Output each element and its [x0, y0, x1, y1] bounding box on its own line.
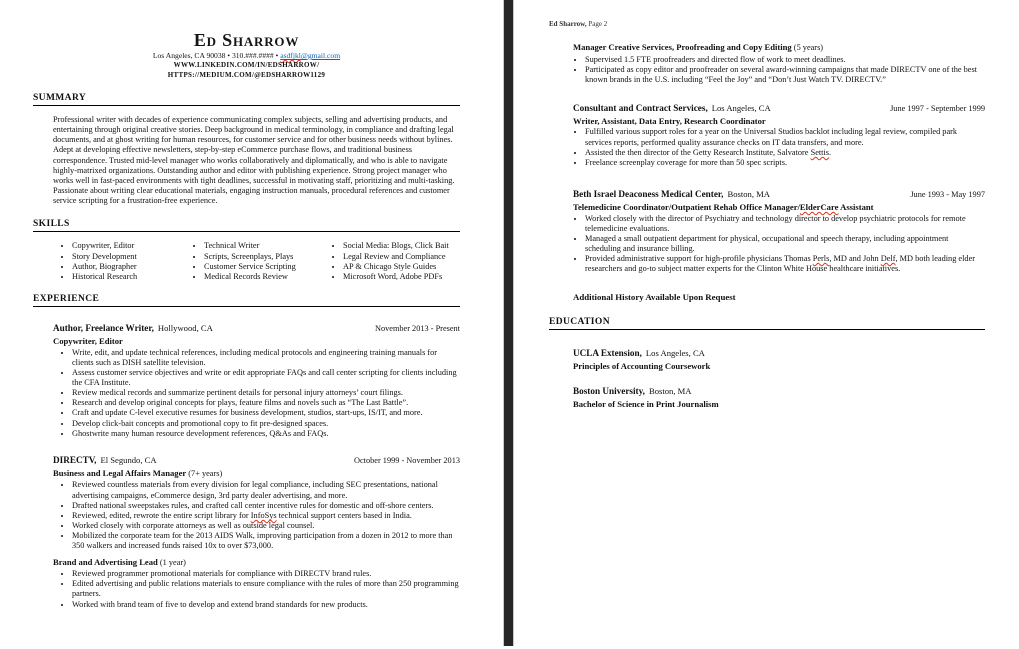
skills-column-2: [185, 241, 324, 282]
job-role-title: Manager Creative Services, Proofreading and Copy Editing (5 years): [573, 42, 824, 52]
skill-item: • Scripts, Screenplays, Plays: [204, 252, 324, 262]
page-gap-divider: [503, 0, 514, 646]
job-bullet: • Fulfilled various support roles for a year on the Universal Studios backlot including legal review, compiled park services reports, performed quality assurance checks on IT data transfers, and more.: [585, 127, 985, 147]
job-header-row: [573, 98, 985, 116]
job-dates: October 1999 - November 2013: [354, 455, 460, 465]
job-bullet-list: [573, 214, 985, 275]
section-heading-skills: SKILLS: [33, 219, 460, 232]
job-bullet: • Craft and update C-level executive resumes for business development, studios, start-ups, IS/IT, and more.: [72, 408, 460, 418]
job-bullet: • Edited advertising and public relations materials to ensure compliance with the rules of more than 250 programming partners.: [72, 579, 460, 599]
skills-column-1: [53, 241, 185, 282]
company-name: DIRECTV,: [53, 454, 97, 465]
job-bullet: • Ghostwrite many human resource development references, Q&As and FAQs.: [72, 429, 460, 439]
job-dates: November 2013 - Present: [374, 324, 460, 334]
job-company-line: [573, 98, 771, 116]
job-role-title: Business and Legal Affairs Manager (7+ years): [53, 467, 223, 478]
school-name: Boston University,: [573, 386, 645, 397]
job-bullet: • Mobilized the corporate team for the 2013 AIDS Walk, improving participation from a dozen in 2012 to more than 350 walkers and increased funds raised 10x to over $73,000.: [72, 531, 460, 551]
section-heading-summary: SUMMARY: [33, 93, 460, 106]
education-entry-boston-university: [573, 381, 985, 410]
role-duration: (1 year): [157, 557, 186, 567]
job-bullet: • Managed a small outpatient department for physical, occupational and speech therapy, including appointment scheduling and insurance billing.: [585, 234, 985, 254]
school-location: Boston, MA: [648, 386, 692, 397]
skill-item: • Historical Research: [72, 272, 185, 282]
company-location: Los Angeles, CA: [711, 102, 771, 113]
resume-page-1: [0, 0, 503, 649]
skill-item: • Author, Biographer: [72, 262, 185, 272]
summary-paragraph: Professional writer with decades of experience communicating complex subjects, selling and advertising products, and entertaining through original creative stories. Deep background in medical terminology, in compliance and drafting legal documents, and at ghost writing for human resources, for customer service and for other business needs without bylines. Adept at developing effective newsletters, step-by-step eCommerce purchase flows, and traditional business correspondence. Trusted mid-level manager who works collaboratively and diplomatically, and who is able to navigate highly-matrixed organizations. Outstanding author and editor with publishing experience. Strong project manager who works well in fast-paced environments with tight deadlines, successful in motivating staff, prioritizing and multi-tasking. Passionate about writing clear educational materials, engaging instruction manuals, procedural references and customer service scripting for a frustration-free experience.: [53, 115, 455, 206]
page-label-name: Ed Sharrow,: [549, 20, 587, 28]
medium-link[interactable]: HTTPS://MEDIUM.COM/@EDSHARROW1129: [167, 70, 326, 79]
company-name: Author, Freelance Writer,: [53, 323, 154, 334]
school-location: Los Angeles, CA: [645, 347, 705, 358]
school-line: [573, 381, 985, 399]
job-role-title: Writer, Assistant, Data Entry, Research Coordinator: [573, 115, 766, 126]
degree-name: Principles of Accounting Coursework: [573, 360, 711, 371]
section-heading-education: EDUCATION: [549, 317, 985, 330]
job-company-line: [573, 184, 770, 202]
job-dates: June 1997 - September 1999: [890, 103, 985, 113]
skill-item: • Copywriter, Editor: [72, 241, 185, 251]
skill-item: • Medical Records Review: [204, 272, 324, 282]
contact-separator: •: [227, 51, 231, 60]
job-bullet: • Worked closely with corporate attorneys as well as outside legal counsel.: [72, 521, 460, 531]
company-name: Beth Israel Deaconess Medical Center,: [573, 189, 724, 200]
job-bullet-list: [573, 127, 985, 168]
candidate-name: Ed Sharrow: [193, 30, 300, 50]
company-location: Hollywood, CA: [157, 323, 213, 334]
skill-item: • Customer Service Scripting: [204, 262, 324, 272]
education-entry-ucla: [573, 343, 985, 372]
job-header-row: [53, 318, 460, 336]
experience-entry-freelance: [53, 318, 460, 439]
skill-item: • Microsoft Word, Adobe PDFs: [343, 272, 460, 282]
skills-grid: [53, 241, 460, 282]
section-heading-experience: EXPERIENCE: [33, 294, 460, 307]
skill-item: • AP & Chicago Style Guides: [343, 262, 460, 272]
resume-header: [33, 30, 460, 80]
job-header-row: [53, 450, 460, 468]
resume-page-2: [516, 0, 1019, 649]
job-bullet-list: [573, 55, 985, 85]
skill-item: • Story Development: [72, 252, 185, 262]
experience-entry-creative-services: [573, 42, 985, 85]
job-bullet: • Worked closely with the director of Psychiatry and technology director to develop psychiatric protocols for remote telemedicine evaluations.: [585, 214, 985, 234]
job-bullet: • Write, edit, and update technical references, including medical protocols and engineering training manuals for clients such as DISH satellite television.: [72, 348, 460, 368]
job-bullet: • Develop click-bait concepts and promotional copy to fit pre-designed spaces.: [72, 419, 460, 429]
job-company-line: [53, 318, 213, 336]
job-bullet-list: [53, 348, 460, 439]
contact-line: [33, 51, 460, 61]
job-bullet: • Research and develop original concepts for plays, feature films and novels such as “The Last Battle”.: [72, 398, 460, 408]
page-label-number: Page 2: [588, 20, 608, 28]
contact-phone: 310.###.####: [231, 51, 274, 60]
job-bullet: • Provided administrative support for high-profile physicians Thomas Perls, MD and John Delf, MD both leading elder researchers and go-to subject matter experts for the Clinton White House healthcare initiatives.: [585, 254, 985, 274]
skill-item: • Social Media: Blogs, Click Bait: [343, 241, 460, 251]
company-name: Consultant and Contract Services,: [573, 102, 708, 113]
email-link[interactable]: asdfjkl@gmail.com: [280, 51, 341, 60]
job-bullet: • Freelance screenplay coverage for more than 50 spec scripts.: [585, 158, 985, 168]
role-duration: (7+ years): [186, 468, 223, 478]
experience-entry-consultant: [573, 98, 985, 168]
degree-name: Bachelor of Science in Print Journalism: [573, 399, 719, 410]
job-bullet: • Reviewed countless materials from every division for legal compliance, including SEC presentations, national advertising campaigns, eCommerce design, 3rd party dealer advertising, and more.: [72, 480, 460, 500]
contact-separator: •: [275, 51, 279, 60]
job-company-line: [53, 450, 157, 468]
additional-history-note: Additional History Available Upon Request: [573, 291, 736, 302]
skills-column-3: [324, 241, 460, 282]
job-bullet: • Assisted the then director of the Getty Research Institute, Salvatore Settis.: [585, 148, 985, 158]
experience-entry-directv: [53, 450, 460, 610]
job-bullet: • Worked with brand team of five to develop and extend brand standards for new products.: [72, 600, 460, 610]
job-bullet: • Drafted national sweepstakes rules, and crafted call center incentive rules for domestic and off-shore centers.: [72, 501, 460, 511]
job-dates: June 1993 - May 1997: [910, 190, 985, 200]
school-name: UCLA Extension,: [573, 347, 642, 358]
job-role-title: Copywriter, Editor: [53, 336, 123, 347]
skill-item: • Technical Writer: [204, 241, 324, 251]
job-role-title: Telemedicine Coordinator/Outpatient Rehab Office Manager/ElderCare Assistant: [573, 202, 874, 213]
job-bullet: • Supervised 1.5 FTE proofreaders and directed flow of work to meet deadlines.: [585, 55, 985, 65]
job-role-title: Brand and Advertising Lead (1 year): [53, 556, 186, 567]
job-bullet-list: [53, 569, 460, 610]
page-2-label: [549, 20, 985, 29]
company-location: Boston, MA: [727, 189, 770, 200]
job-bullet: • Assess customer service objectives and write or edit appropriate FAQs and call center scripting for clients including the CFA Institute.: [72, 368, 460, 388]
skill-item: • Legal Review and Compliance: [343, 252, 460, 262]
contact-location: Los Angeles, CA 90038: [152, 51, 226, 60]
job-bullet: • Reviewed, edited, rewrote the entire script library for InfoSys technical support centers based in India.: [72, 511, 460, 521]
school-line: [573, 343, 985, 361]
job-bullet-list: [53, 480, 460, 551]
job-header-row: [573, 184, 985, 202]
linkedin-link[interactable]: WWW.LINKEDIN.COM/IN/EDSHARROW/: [173, 61, 320, 69]
role-duration: (5 years): [791, 43, 824, 52]
company-location: El Segundo, CA: [100, 454, 157, 465]
job-bullet: • Review medical records and summarize pertinent details for personal injury attorneys’ court filings.: [72, 388, 460, 398]
job-bullet: • Reviewed programmer promotional materials for compliance with DIRECTV brand rules.: [72, 569, 460, 579]
job-bullet: • Participated as copy editor and proofreader on several award-winning campaigns that made DIRECTV one of the best known brands in the U.S. including “Feel the Joy” and “Don’t Just Watch TV. DIRECTV.”: [585, 65, 985, 85]
experience-entry-beth-israel: [573, 184, 985, 274]
